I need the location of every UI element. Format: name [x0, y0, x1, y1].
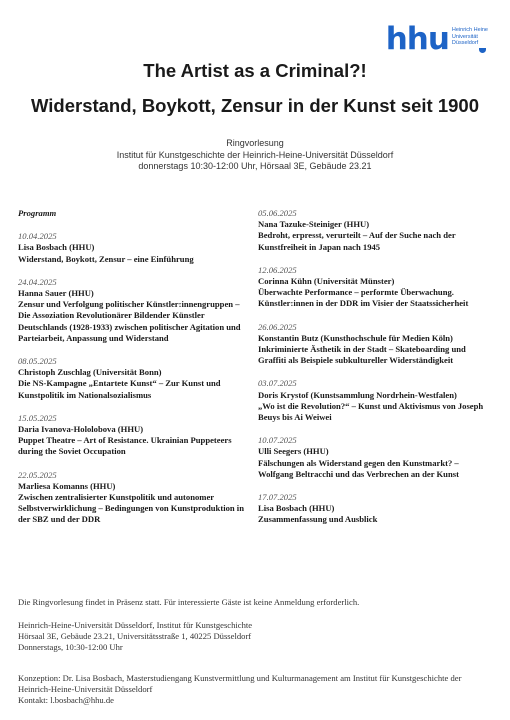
entry-speaker: Daria Ivanova-Hololobova (HHU): [18, 424, 144, 435]
program-entry: [258, 378, 494, 423]
attendance-note: Die Ringvorlesung findet in Präsenz statt. Für interessierte Gäste ist keine Anmeldung erforderlich.: [18, 597, 360, 607]
program-entry: [258, 322, 494, 367]
entry-speaker: Marliesa Komanns (HHU): [18, 480, 116, 491]
entry-speaker: Lisa Bosbach (HHU): [18, 242, 95, 253]
logo-line3: Düsseldorf: [451, 40, 479, 46]
entry-date: 22.05.2025: [18, 469, 57, 480]
lecture-info: [0, 138, 510, 173]
entry-speaker: Doris Krystof (Kunstsammlung Nordrhein-Westfalen): [258, 389, 457, 400]
entry-date: 10.07.2025: [258, 435, 297, 446]
entry-title: Inkriminierte Ästhetik in der Stadt – Skateboarding und Graffiti als Beispiele subkultureller Widerständigkeit: [258, 344, 466, 366]
entry-title: Fälschungen als Widerstand gegen den Kunstmarkt? – Wolfgang Beltracchi und das Verbrechen an der Kunst: [258, 457, 459, 479]
entry-title: Bedroht, erpresst, verurteilt – Auf der Suche nach der Kunstfreiheit in Japan nach 1945: [258, 230, 456, 252]
entry-date: 08.05.2025: [18, 356, 57, 367]
entry-title: Puppet Theatre – Art of Resistance. Ukrainian Puppeteers during the Soviet Occupation: [18, 435, 232, 457]
program-entry: [258, 265, 494, 310]
entry-date: 26.06.2025: [258, 321, 297, 332]
entry-title: Zusammenfassung und Ausblick: [258, 514, 378, 525]
entry-speaker: Christoph Zuschlag (Universität Bonn): [18, 367, 162, 378]
page-subtitle: Widerstand, Boykott, Zensur in der Kunst seit 1900: [30, 95, 480, 116]
logo-text: [452, 27, 488, 47]
page-title: The Artist as a Criminal?!: [143, 60, 367, 81]
address-line: Donnerstags, 10:30-12:00 Uhr: [18, 642, 123, 653]
entry-speaker: Lisa Bosbach (HHU): [258, 503, 335, 514]
program-label: Programm: [18, 208, 57, 218]
logo-line1: Heinrich Heine: [451, 27, 488, 33]
entry-title: „Wo ist die Revolution?“ – Kunst und Aktivismus von Joseph Beuys bis Ai Weiwei: [258, 400, 484, 423]
program-entry: [18, 277, 254, 344]
logo-line2: Universität: [451, 33, 478, 40]
program-column-left: [18, 208, 254, 538]
logo-mark: hhu: [385, 21, 449, 57]
lecture-time: donnerstags 10:30-12:00 Uhr, Hörsaal 3E, Gebäude 23.21: [138, 161, 372, 171]
entry-date: 03.07.2025: [258, 378, 297, 389]
entry-title: Überwachte Performance – performte Überwachung. Künstler:innen in der DDR im Visier der Staatssicherheit: [258, 287, 469, 309]
entry-speaker: Corinna Kühn (Universität Münster): [258, 276, 395, 287]
entry-date: 12.06.2025: [258, 264, 297, 275]
entry-speaker: Hanna Sauer (HHU): [18, 288, 94, 299]
concept-text: Konzeption: Dr. Lisa Bosbach, Masterstudiengang Kunstvermittlung und Kulturmanagement am Institut für Kunstgeschichte der Heinrich-Heine-Universität Düsseldorf: [18, 673, 462, 695]
lecture-type: Ringvorlesung: [226, 138, 284, 148]
program-entry: [18, 413, 254, 458]
entry-speaker: Nana Tazuke-Steiniger (HHU): [258, 219, 370, 230]
address-line: Heinrich-Heine-Universität Düsseldorf, Institut für Kunstgeschichte: [18, 620, 253, 630]
address-line: Hörsaal 3E, Gebäude 23.21, Universitätsstraße 1, 40225 Düsseldorf: [18, 631, 252, 642]
entry-speaker: Ulli Seegers (HHU): [258, 446, 329, 457]
program-entry: [258, 435, 494, 480]
entry-title: Zwischen zentralisierter Kunstpolitik und autonomer Selbstverwirklichung – Bedingungen von Kunstproduktion in der SBZ und der DDR: [18, 492, 244, 525]
program-entry: [258, 208, 494, 253]
entry-speaker: Konstantin Butz (Kunsthochschule für Medien Köln): [258, 332, 453, 343]
entry-title: Zensur und Verfolgung politischer Künstler:innengruppen – Die Assoziation Revolutionärer Bildender Künstler Deutschlands (1928-1933) zwischen politischer Agitation und Parteiarbeit, Anpassung und Widerstand: [18, 299, 241, 343]
address-block: [18, 620, 494, 654]
entry-title: Die NS-Kampagne „Entartete Kunst“ – Zur Kunst und Kunstpolitik im Nationalsozialismus: [18, 378, 221, 400]
program-entry: [258, 492, 494, 526]
entry-date: 05.06.2025: [258, 208, 297, 218]
entry-date: 10.04.2025: [18, 231, 57, 242]
logo-dot-icon: [479, 48, 486, 53]
contact-text: Kontakt: l.bosbach@hhu.de: [18, 695, 114, 706]
concept-block: [18, 673, 494, 707]
entry-date: 15.05.2025: [18, 412, 57, 423]
lecture-institute: Institut für Kunstgeschichte der Heinrich-Heine-Universität Düsseldorf: [116, 149, 394, 160]
entry-title: Widerstand, Boykott, Zensur – eine Einführung: [18, 253, 194, 264]
program-column-right: [258, 208, 494, 538]
entry-date: 17.07.2025: [258, 492, 297, 503]
program-entry: [18, 470, 254, 526]
program-entry: [18, 231, 254, 265]
program-entry: [18, 356, 254, 401]
hhu-logo: [385, 21, 488, 57]
entry-date: 24.04.2025: [18, 276, 57, 287]
